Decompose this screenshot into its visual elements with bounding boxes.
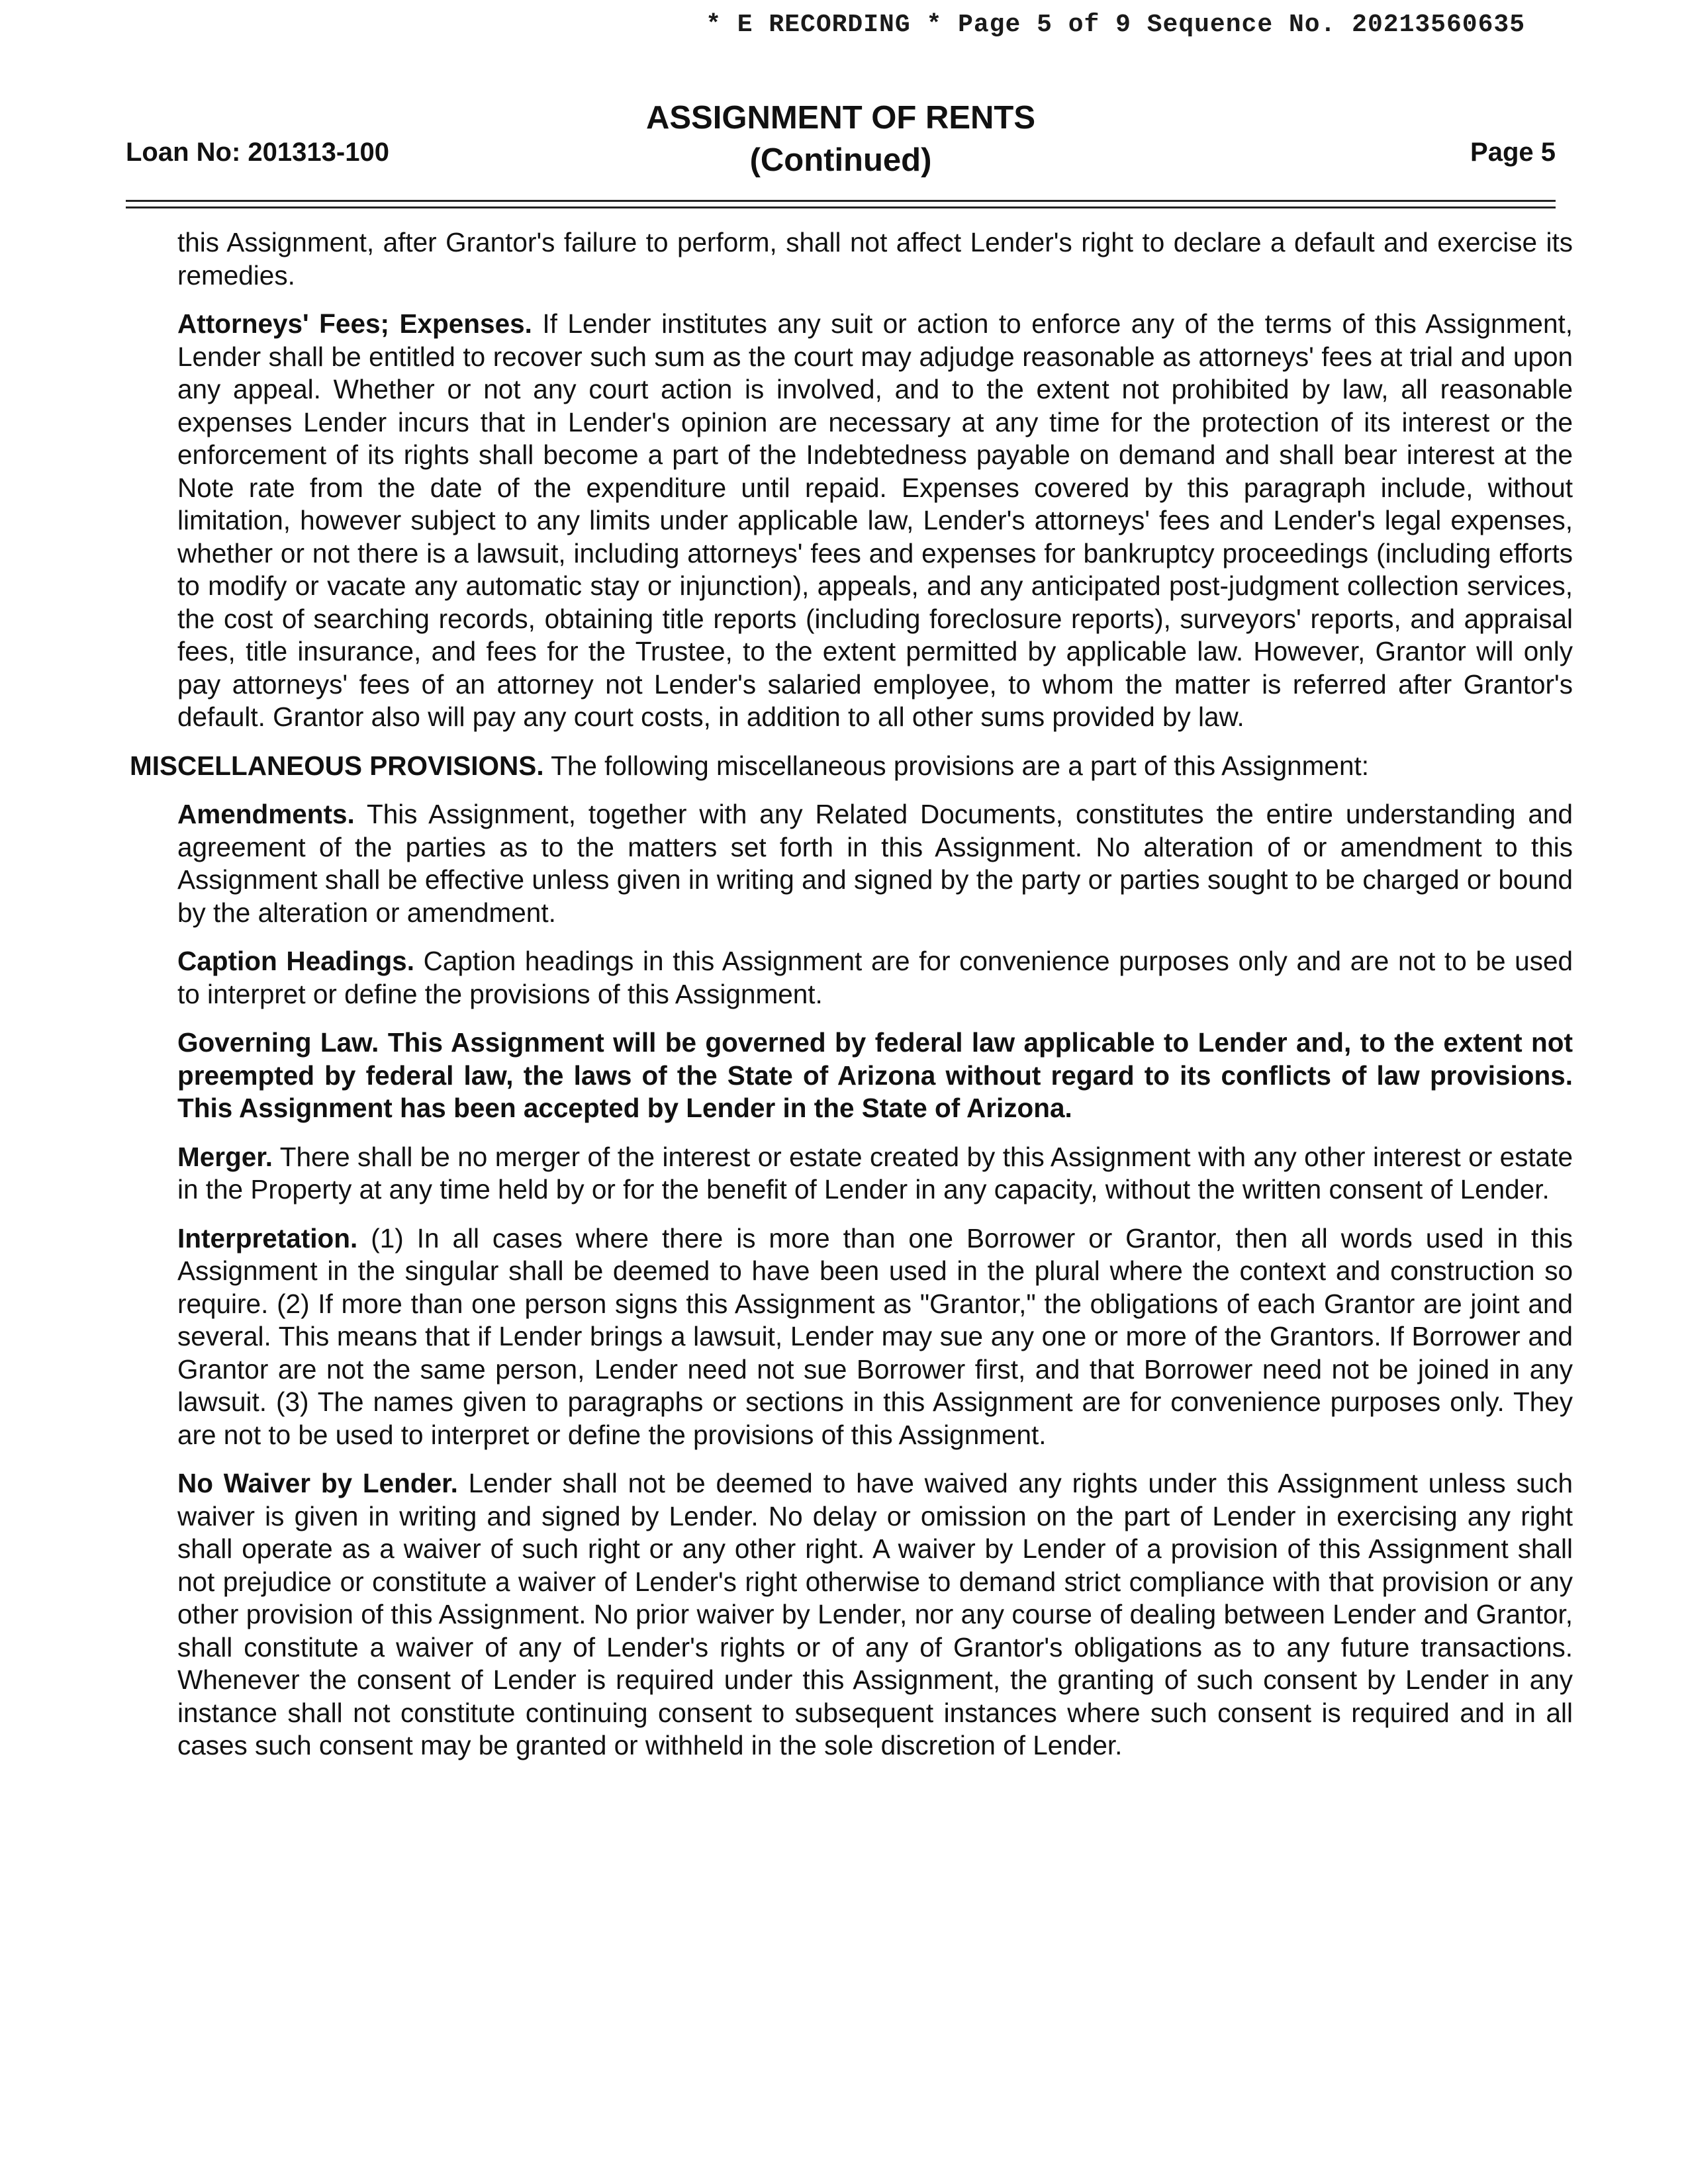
header-rule-top <box>126 200 1556 202</box>
paragraph-heading: Interpretation. <box>177 1222 358 1253</box>
paragraph-heading: Caption Headings. <box>177 946 414 976</box>
caption-headings-paragraph <box>177 945 1573 1011</box>
paragraph-text: This Assignment will be governed by federal law applicable to Lender and, to the extent not preempted by federal law, the laws of the State of Arizona without regard to its conflicts of law provisions. This Assignment has been accepted by Lender in the State of Arizona. <box>177 1027 1573 1123</box>
paragraph-heading: No Waiver by Lender. <box>177 1468 458 1498</box>
header-rule-bottom <box>126 206 1556 208</box>
paragraph-text: Caption headings in this Assignment are for convenience purposes only and are not to be used to interpret or define the provisions of this Assignment. <box>177 946 1573 1009</box>
paragraph-text: (1) In all cases where there is more than one Borrower or Grantor, then all words used in this Assignment in the singular shall be deemed to have been used in the plural where the context and construction so require. (2) If more than one person signs this Assignment as "Grantor," the obligations of each Grantor are joint and several. This means that if Lender brings a lawsuit, Lender may sue any one or more of the Grantors. If Borrower and Grantor are not the same person, Lender need not sue Borrower first, and that Borrower need not be joined in any lawsuit. (3) The names given to paragraphs or sections in this Assignment are for convenience purposes only. They are not to be used to interpret or define the provisions of this Assignment. <box>177 1222 1573 1450</box>
section-text: The following miscellaneous provisions are a part of this Assignment: <box>551 750 1369 781</box>
page-number: Page 5 <box>1470 138 1556 167</box>
recording-stamp: * E RECORDING * Page 5 of 9 Sequence No. 20213560635 <box>706 11 1525 39</box>
merger-paragraph <box>177 1141 1573 1206</box>
governing-law-paragraph <box>177 1026 1573 1125</box>
loan-number: Loan No: 201313-100 <box>126 138 389 167</box>
paragraph-text: This Assignment, together with any Related Documents, constitutes the entire understanding and agreement of the parties as to the matters set forth in this Assignment. No alteration of or amendment to this Assignment shall be effective unless given in writing and signed by the party or parties sought to be charged or bound by the alteration or amendment. <box>177 799 1573 928</box>
document-body <box>130 226 1573 1778</box>
paragraph-text: Lender shall not be deemed to have waived any rights under this Assignment unless such waiver is given in writing and signed by Lender. No delay or omission on the part of Lender in exercising any right shall operate as a waiver of such right or any other right. A waiver by Lender of a provision of this Assignment shall not prejudice or constitute a waiver of Lender's right otherwise to demand strict compliance with that provision or any other provision of this Assignment. No prior waiver by Lender, nor any course of dealing between Lender and Grantor, shall constitute a waiver of any of Lender's rights or of any of Grantor's obligations as to any future transactions. Whenever the consent of Lender is required under this Assignment, the granting of such consent by Lender in any instance shall not constitute continuing consent to subsequent instances where such consent is required and in all cases such consent may be granted or withheld in the sole discretion of Lender. <box>177 1468 1573 1760</box>
paragraph-heading: Merger. <box>177 1141 273 1172</box>
document-title: ASSIGNMENT OF RENTS <box>645 100 1036 136</box>
document-subtitle: (Continued) <box>749 142 932 178</box>
amendments-paragraph <box>177 798 1573 929</box>
interpretation-paragraph <box>177 1222 1573 1452</box>
section-heading: MISCELLANEOUS PROVISIONS. <box>130 750 544 781</box>
attorneys-fees-paragraph <box>177 308 1573 734</box>
paragraph-heading: Amendments. <box>177 799 355 829</box>
misc-provisions-section <box>130 750 1573 783</box>
paragraph-heading: Governing Law. <box>177 1027 379 1058</box>
paragraph-text: There shall be no merger of the interest or estate created by this Assignment with any other interest or estate in the Property at any time held by or for the benefit of Lender in any capacity, without the written consent of Lender. <box>177 1141 1573 1205</box>
page-header <box>126 97 1556 176</box>
paragraph-text: If Lender institutes any suit or action to enforce any of the terms of this Assignment, Lender shall be entitled to recover such sum as the court may adjudge reasonable as attorneys' fees at trial and upon any appeal. Whether or not any court action is involved, and to the extent not prohibited by law, all reasonable expenses Lender incurs that in Lender's opinion are necessary at any time for the protection of its interest or the enforcement of its rights shall become a part of the Indebtedness payable on demand and shall bear interest at the Note rate from the date of the expenditure until repaid. Expenses covered by this paragraph include, without limitation, however subject to any limits under applicable law, Lender's attorneys' fees and Lender's legal expenses, whether or not there is a lawsuit, including attorneys' fees and expenses for bankruptcy proceedings (including efforts to modify or vacate any automatic stay or injunction), appeals, and any anticipated post-judgment collection services, the cost of searching records, obtaining title reports (including foreclosure reports), surveyors' reports, and appraisal fees, title insurance, and fees for the Trustee, to the extent permitted by applicable law. However, Grantor will only pay attorneys' fees of an attorney not Lender's salaried employee, to whom the matter is referred after Grantor's default. Grantor also will pay any court costs, in addition to all other sums provided by law. <box>177 308 1573 732</box>
document-title-block <box>126 97 1556 181</box>
paragraph-heading: Attorneys' Fees; Expenses. <box>177 308 532 339</box>
continuation-paragraph: this Assignment, after Grantor's failure to perform, shall not affect Lender's right to declare a default and exercise its remedies. <box>177 227 1573 291</box>
no-waiver-paragraph <box>177 1467 1573 1762</box>
